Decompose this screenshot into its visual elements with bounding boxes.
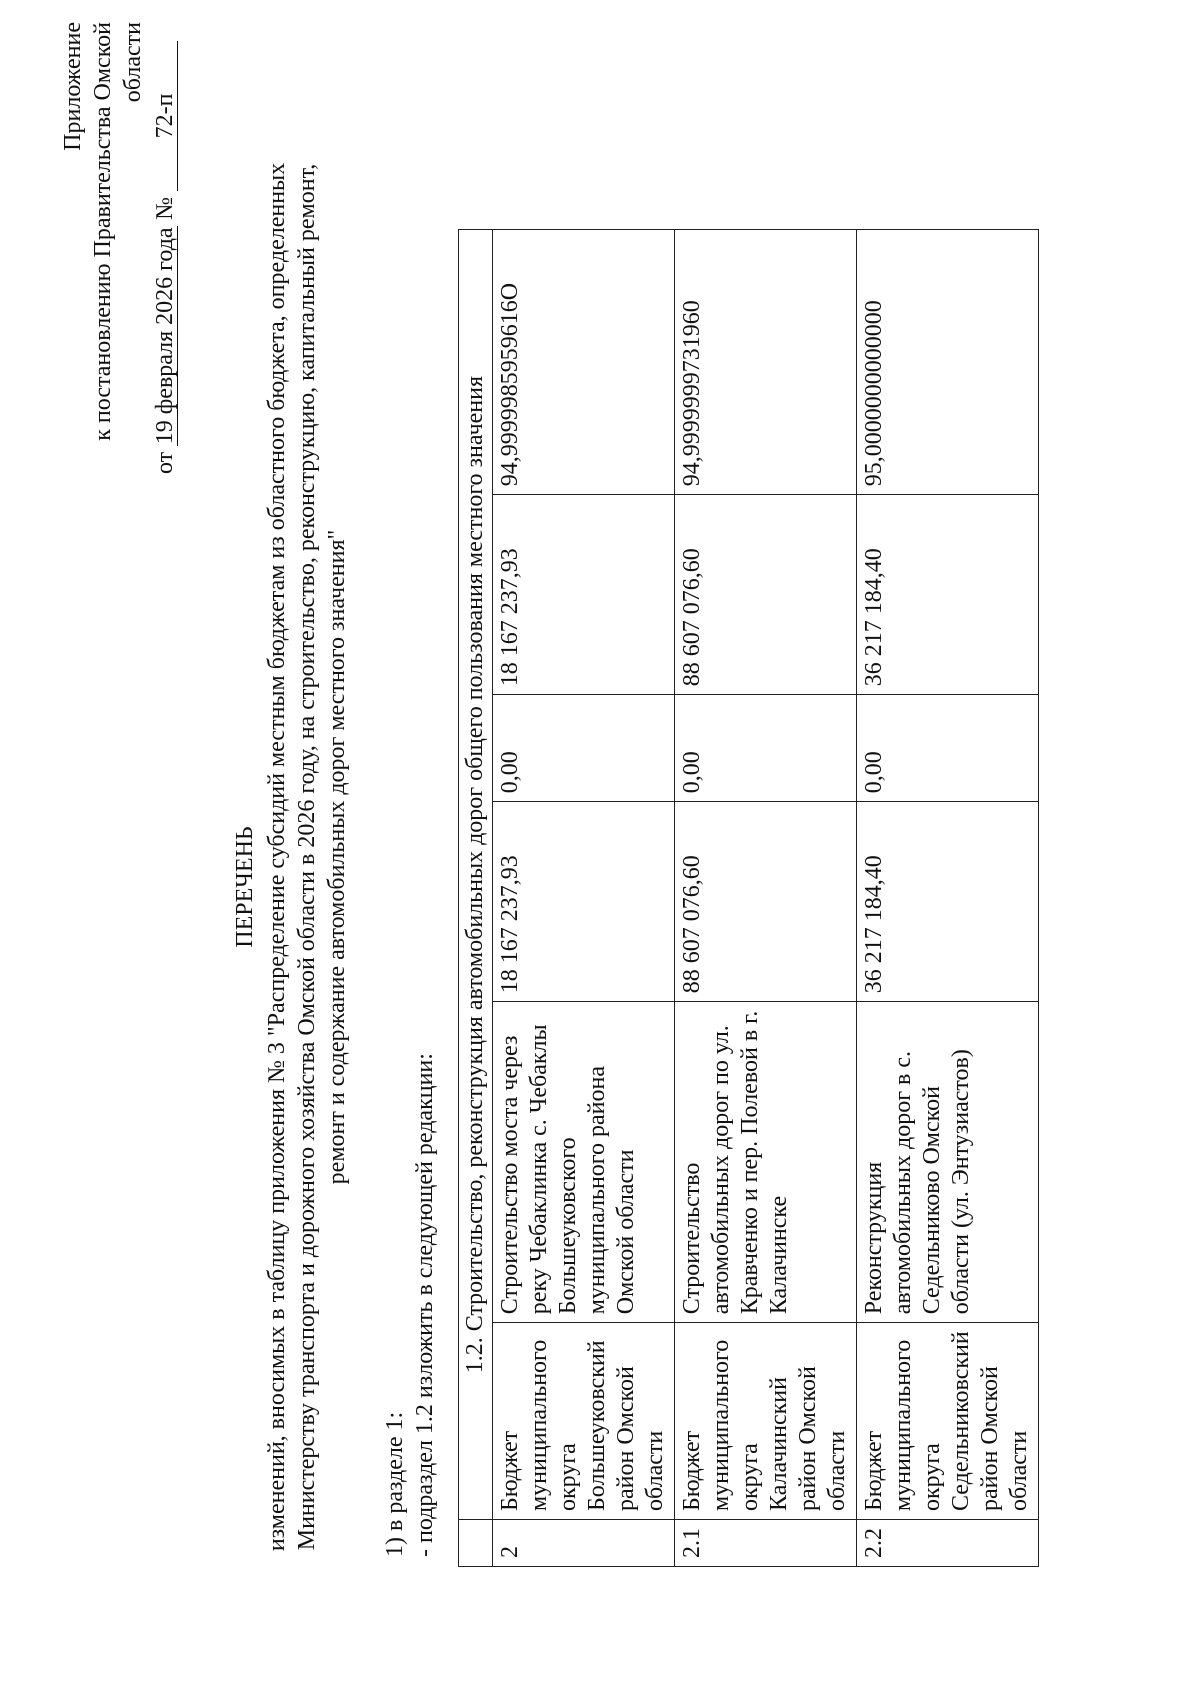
total-cell: 88 607 076,60 <box>675 802 857 1002</box>
value-cell: 0,00 <box>675 695 857 802</box>
percent-cell: 95,0000000000000 <box>857 230 1039 495</box>
table-row <box>493 230 675 1567</box>
section-header-cell: 1.2. Строительство, реконструкция автомобильных дорог общего пользования местного значения <box>459 230 493 1520</box>
value-cell: 0,00 <box>493 695 675 802</box>
object-cell: Строительство автомобильных дорог по ул. Кравченко и пер. Полевой в г. Калачинске <box>675 1002 857 1323</box>
subsidy-table <box>458 229 1039 1567</box>
budget-cell: Бюджет муниципального округа Седельниковский район Омской области <box>857 1323 1039 1520</box>
row-number-cell: 2 <box>493 1520 675 1567</box>
instruction-list <box>380 1053 440 1557</box>
page-subtitle: изменений, вносимых в таблицу приложения № 3 "Распределение субсидий местным бюджетам из областного бюджета, определенных Министерству транспорта и дорожного хозяйства Омской области в 2026 году, на строительство, реконструкцию, капитальный ремонт, ремонт и содержание автомобильных дорог местного значения" <box>264 162 350 1552</box>
value-cell: 36 217 184,40 <box>857 495 1039 695</box>
decree-number: 72-п <box>153 41 178 191</box>
value-cell: 0,00 <box>857 695 1039 802</box>
percent-cell: 94,9999985959616О <box>493 230 675 495</box>
number-label: № <box>152 196 178 220</box>
value-cell: 88 607 076,60 <box>675 495 857 695</box>
from-label: от <box>152 451 178 474</box>
appendix-block <box>58 22 180 492</box>
page-title: ПЕРЕЧЕНЬ <box>232 826 258 948</box>
budget-cell: Бюджет муниципального округа Большеуковский район Омской области <box>493 1323 675 1520</box>
percent-cell: 94,9999999731960 <box>675 230 857 495</box>
instruction-item-1: 1) в разделе 1: <box>382 1411 408 1557</box>
total-cell: 18 167 237,93 <box>493 802 675 1002</box>
appendix-date-line <box>150 22 180 492</box>
table-cell <box>459 1520 493 1567</box>
row-number-cell: 2.2 <box>857 1520 1039 1567</box>
appendix-title: Приложение <box>60 22 86 151</box>
row-number-cell: 2.1 <box>675 1520 857 1567</box>
table-section-row <box>459 230 493 1567</box>
instruction-item-2: - подраздел 1.2 изложить в следующей редакции: <box>412 1053 438 1557</box>
total-cell: 36 217 184,40 <box>857 802 1039 1002</box>
decree-date: 19 февраля 2026 года <box>152 227 178 445</box>
object-cell: Реконструкция автомобильных дорог в с. Седельниково Омской области (ул. Энтузиастов) <box>857 1002 1039 1323</box>
value-cell: 18 167 237,93 <box>493 495 675 695</box>
table-row <box>675 230 857 1567</box>
table-row <box>857 230 1039 1567</box>
budget-cell: Бюджет муниципального округа Калачинский район Омской области <box>675 1323 857 1520</box>
appendix-decree-ref: к постановлению Правительства Омской области <box>90 22 146 441</box>
object-cell: Строительство моста через реку Чебаклинка с. Чебаклы Большеуковского муниципального района Омской области <box>493 1002 675 1323</box>
